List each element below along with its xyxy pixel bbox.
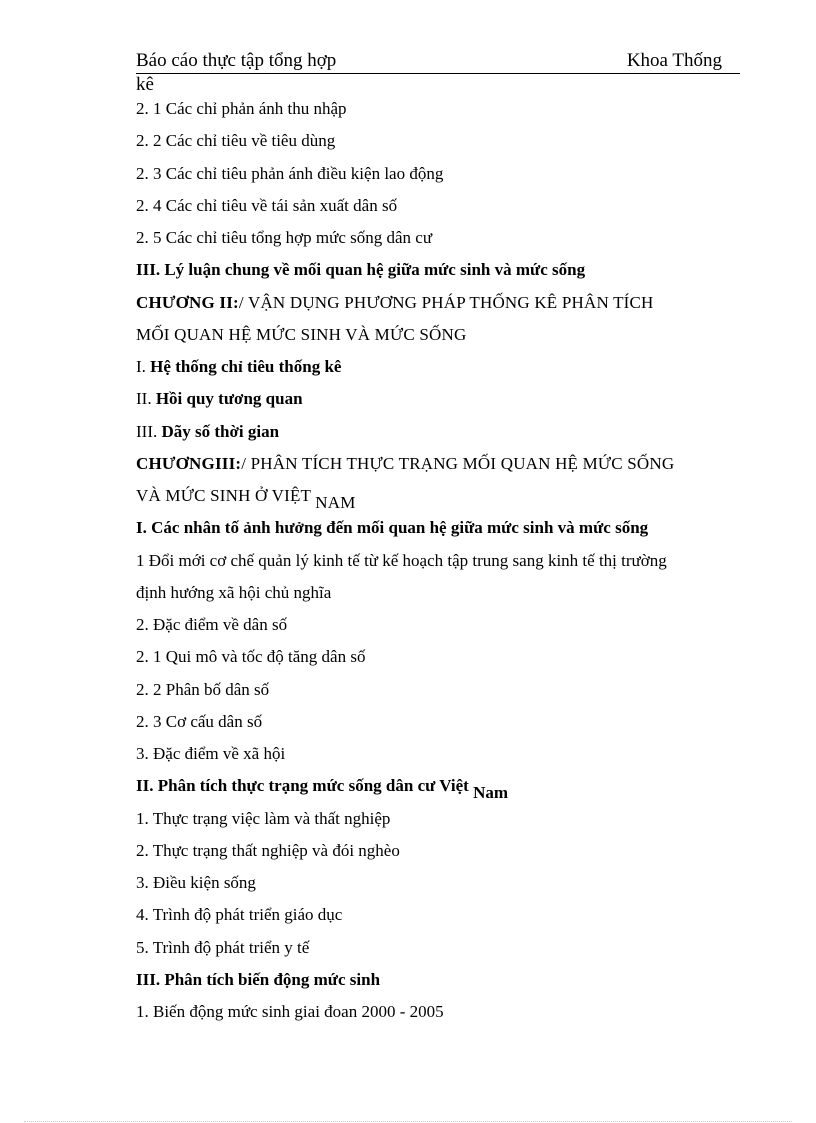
toc-item: II. Hồi quy tương quan (136, 389, 303, 409)
toc-item: 2. 1 Qui mô và tốc độ tăng dân số (136, 647, 366, 667)
toc-section-heading: II. Phân tích thực trạng mức sống dân cư Việt Nam (136, 776, 509, 803)
toc-item: 2. 2 Các chỉ tiêu về tiêu dùng (136, 131, 336, 151)
toc-section-heading: I. Các nhân tố ảnh hưởng đến mối quan hệ giữa mức sinh và mức sống (136, 518, 649, 538)
header-title: Báo cáo thực tập tổng hợp (136, 50, 337, 71)
toc-item: 3. Điều kiện sống (136, 873, 256, 892)
toc-item: 4. Trình độ phát triển giáo dục (136, 905, 343, 925)
toc-item: 3. Đặc điểm về xã hội (136, 744, 286, 763)
toc-item: định hướng xã hội chủ nghĩa (136, 582, 332, 602)
toc-chapter-heading: CHƯƠNGIII:/ PHÂN TÍCH THỰC TRẠNG MỐI QUAN HỆ MỨC SỐNG (136, 453, 675, 473)
toc-item: 2. 2 Phân bố dân số (136, 679, 270, 699)
toc-chapter-heading-cont: VÀ MỨC SINH Ở VIỆT NAM (136, 486, 356, 512)
page-header (136, 49, 740, 74)
toc-section-heading: III. Phân tích biến động mức sinh (136, 969, 381, 989)
toc-item: 2. Đặc điểm về dân số (136, 615, 288, 634)
header-continuation: kê (136, 74, 154, 95)
toc-item: 2. 3 Cơ cấu dân số (136, 711, 263, 731)
toc-item: 2. Thực trạng thất nghiệp và đói nghèo (136, 840, 400, 860)
toc-chapter-heading-cont: MỐI QUAN HỆ MỨC SINH VÀ MỨC SỐNG (136, 324, 467, 344)
toc-chapter-heading: CHƯƠNG II:/ VẬN DỤNG PHƯƠNG PHÁP THỐNG KÊ PHÂN TÍCH (136, 292, 654, 312)
toc-section-heading: III. Lý luận chung về mối quan hệ giữa mức sinh và mức sống (136, 260, 586, 280)
toc-item: 1 Đổi mới cơ chế quản lý kinh tế từ kế hoạch tập trung sang kinh tế thị trường (136, 550, 667, 570)
toc-item: 5. Trình độ phát triển y tế (136, 937, 310, 957)
toc-item: III. Dãy số thời gian (136, 421, 280, 441)
toc-item: 2. 5 Các chỉ tiêu tổng hợp mức sống dân cư (136, 228, 433, 247)
toc-item: 1. Thực trạng việc làm và thất nghiệp (136, 808, 391, 828)
toc-item: 1. Biến động mức sinh giai đoan 2000 - 2005 (136, 1002, 444, 1021)
table-of-contents (136, 95, 746, 1030)
header-department: Khoa Thống (626, 50, 722, 71)
toc-item: 2. 4 Các chỉ tiêu về tái sản xuất dân số (136, 195, 398, 215)
toc-item: 2. 3 Các chỉ tiêu phản ánh điều kiện lao động (136, 163, 444, 183)
toc-item: 2. 1 Các chỉ phản ánh thu nhập (136, 99, 347, 118)
page-bottom-rule (24, 1121, 792, 1122)
toc-item: I. Hệ thống chỉ tiêu thống kê (136, 357, 342, 376)
